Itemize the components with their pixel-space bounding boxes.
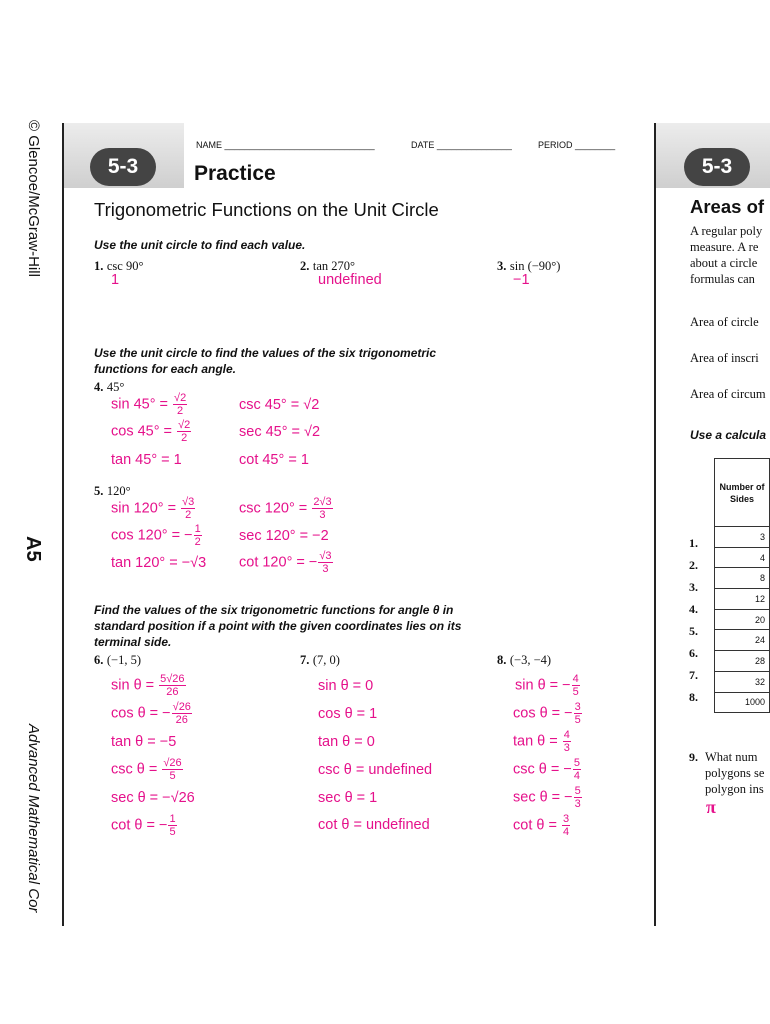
row-number-4: 4. <box>689 602 698 616</box>
table-cell: 3 <box>715 527 770 548</box>
answer-6-cot: cot θ = − $\frac{1}{5}$ <box>111 813 176 838</box>
area-of-inscribed-text: Area of inscri <box>690 351 759 365</box>
right-intro-line-3: about a circle <box>690 256 758 270</box>
name-label: NAME <box>196 140 223 150</box>
table-cell: 1000 <box>715 692 770 713</box>
question-9-line-3: polygon ins <box>705 782 764 796</box>
answer-7-sin: sin θ = 0 <box>318 678 374 694</box>
row-number-6: 6. <box>689 646 698 660</box>
page-divider <box>654 123 656 926</box>
sides-table <box>714 458 770 713</box>
right-intro-line-1: A regular poly <box>690 224 763 238</box>
row-number-7: 7. <box>689 668 698 682</box>
table-cell: 20 <box>715 609 770 630</box>
worksheet-title: Trigonometric Functions on the Unit Circle <box>94 199 439 220</box>
question-9-answer: π <box>706 797 716 817</box>
answer-5-sec: sec 120° = −2 <box>239 528 329 544</box>
row-number-5: 5. <box>689 624 698 638</box>
question-9-line-2: polygons se <box>705 766 765 780</box>
period-line: ________ <box>575 140 616 150</box>
right-intro-line-4: formulas can <box>690 272 755 286</box>
problem-4: 4. 45° <box>94 380 125 394</box>
answer-7-cos: cos θ = 1 <box>318 706 378 722</box>
area-of-circumscribed-text: Area of circum <box>690 387 766 401</box>
answer-3: −1 <box>513 272 530 288</box>
table-cell: 4 <box>715 547 770 568</box>
answer-5-sin: sin 120° = $\frac{√3}{2}$ <box>111 496 195 521</box>
left-page-border <box>62 123 64 926</box>
section1-instruction: Use the unit circle to find each value. <box>94 238 306 252</box>
answer-7-csc: csc θ = undefined <box>318 762 433 778</box>
answer-8-tan: tan θ = $\frac{4}{3}$ <box>513 729 570 754</box>
copyright-text: © Glencoe/McGraw-Hill <box>25 120 42 277</box>
question-9-line-1: What num <box>705 750 758 764</box>
answer-4-sec: sec 45° = √2 <box>239 424 321 440</box>
section3-instruction: Find the values of the six trigonometric functions for angle θ in standard position if a point with the given coordinates lies on its terminal side. <box>94 603 462 649</box>
right-title: Areas of <box>690 196 765 217</box>
problem-7: 7. (7, 0) <box>300 653 340 667</box>
answer-5-cot: cot 120° = − $\frac{√3}{3}$ <box>239 550 332 575</box>
row-number-8: 8. <box>689 690 698 704</box>
date-line: _______________ <box>436 140 512 150</box>
answer-7-sec: sec θ = 1 <box>318 790 378 806</box>
problem-5: 5. 120° <box>94 484 131 498</box>
answer-4-cos: cos 45° = $\frac{√2}{2}$ <box>111 419 191 444</box>
book-title: Advanced Mathematical Cor <box>25 724 42 913</box>
answer-6-cos: cos θ = − $\frac{√26}{26}$ <box>111 701 191 726</box>
answer-8-csc: csc θ = − $\frac{5}{4}$ <box>513 757 580 782</box>
name-field[interactable] <box>196 140 375 150</box>
table-cell: 28 <box>715 651 770 672</box>
answer-7-tan: tan θ = 0 <box>318 734 375 750</box>
date-field[interactable] <box>411 140 512 150</box>
page-number-label: A5 <box>22 536 44 562</box>
answer-4-sin: sin 45° = $\frac{√2}{2}$ <box>111 392 187 417</box>
problem-2: 2. tan 270° <box>300 259 356 273</box>
answer-4-cot: cot 45° = 1 <box>239 452 309 468</box>
answer-4-tan: tan 45° = 1 <box>111 452 182 468</box>
table-header-number-of-sides: Number of Sides <box>715 459 770 527</box>
answer-7-cot: cot θ = undefined <box>318 817 430 833</box>
table-cell: 32 <box>715 671 770 692</box>
lesson-badge: 5-3 <box>90 148 156 186</box>
problem-3: 3. sin (−90°) <box>497 259 561 273</box>
answer-2: undefined <box>318 272 382 288</box>
question-9-number: 9. <box>689 750 698 764</box>
problem-8: 8. (−3, −4) <box>497 653 552 667</box>
right-intro-line-2: measure. A re <box>690 240 759 254</box>
answer-5-cos: cos 120° = − $\frac{1}{2}$ <box>111 523 201 548</box>
practice-heading: Practice <box>194 162 276 185</box>
row-number-3: 3. <box>689 580 698 594</box>
answer-8-sec: sec θ = − $\frac{5}{3}$ <box>513 785 581 810</box>
name-line: ______________________________ <box>224 140 375 150</box>
date-label: DATE <box>411 140 435 150</box>
answer-8-cos: cos θ = − $\frac{3}{5}$ <box>513 701 581 726</box>
problem-6: 6. (−1, 5) <box>94 653 141 667</box>
answer-1: 1 <box>111 272 120 288</box>
answer-6-tan: tan θ = −5 <box>111 734 177 750</box>
answer-6-sec: sec θ = −√26 <box>111 790 195 806</box>
answer-5-tan: tan 120° = −√3 <box>111 555 207 571</box>
period-label: PERIOD <box>538 140 573 150</box>
row-number-1: 1. <box>689 536 698 550</box>
answer-8-cot: cot θ = $\frac{3}{4}$ <box>513 813 570 838</box>
table-cell: 8 <box>715 568 770 589</box>
answer-6-sin: sin θ = $\frac{5√26}{26}$ <box>111 673 185 698</box>
section2-instruction: Use the unit circle to find the values of the six trigonometric functions for each angle. <box>94 346 437 376</box>
problem-1: 1. csc 90° <box>94 259 144 273</box>
period-field[interactable] <box>538 140 615 150</box>
row-number-2: 2. <box>689 558 698 572</box>
right-lesson-badge: 5-3 <box>684 148 750 186</box>
right-instruction: Use a calcula <box>690 428 767 442</box>
area-of-circle-text: Area of circle <box>690 315 759 329</box>
answer-8-sin: sin θ = − $\frac{4}{5}$ <box>515 673 579 698</box>
answer-6-csc: csc θ = $\frac{√26}{5}$ <box>111 757 182 782</box>
table-cell: 24 <box>715 630 770 651</box>
table-cell: 12 <box>715 589 770 610</box>
answer-5-csc: csc 120° = $\frac{2√3}{3}$ <box>239 496 332 521</box>
answer-4-csc: csc 45° = √2 <box>239 397 320 413</box>
